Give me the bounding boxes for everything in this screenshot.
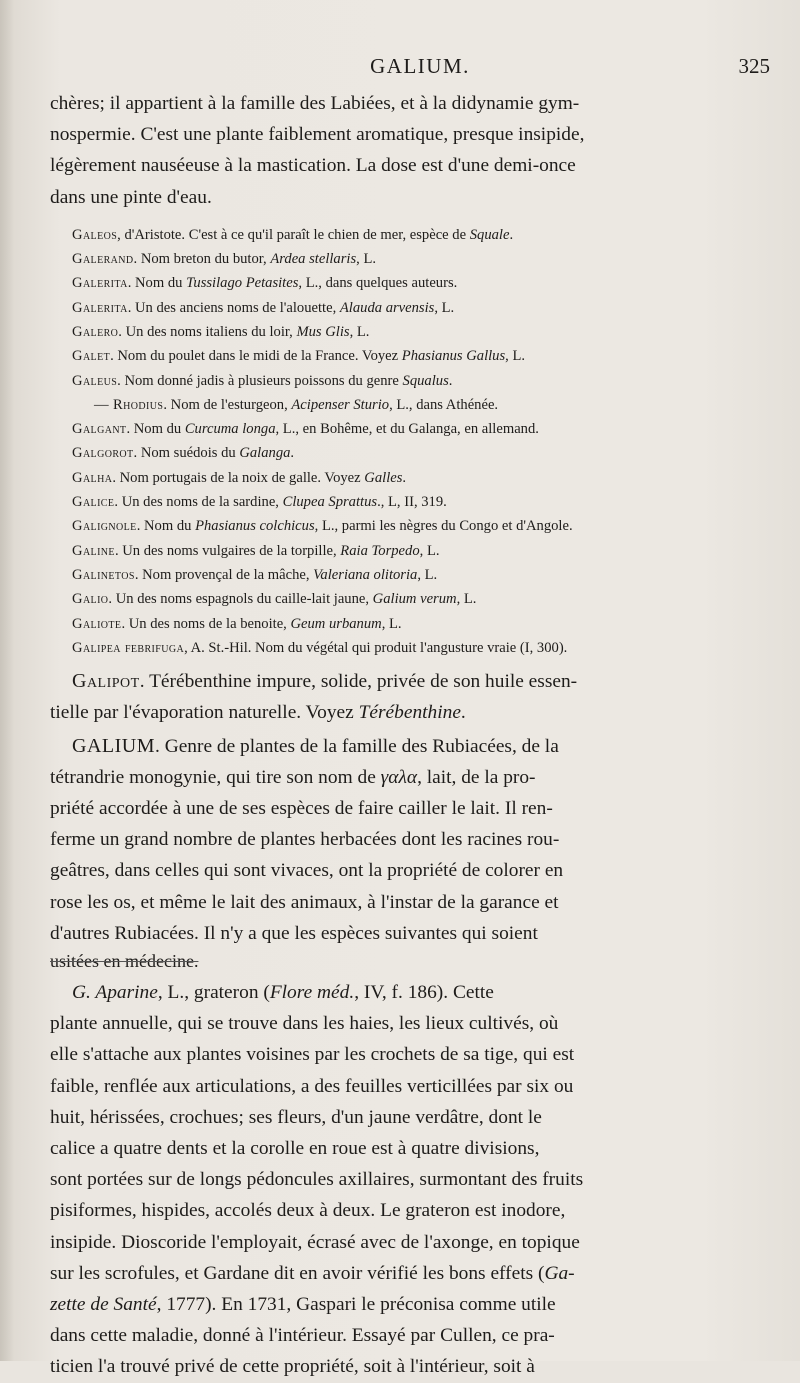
entry-italic: Galles xyxy=(364,469,403,486)
entry-head: Galio xyxy=(72,591,109,608)
entry-text: . Nom du xyxy=(136,518,196,535)
text-line xyxy=(50,1258,770,1289)
small-entries-list xyxy=(50,223,770,660)
dictionary-entry xyxy=(50,344,770,368)
entry-text: . Nom breton du butor, xyxy=(133,251,271,268)
entry-head: Galine xyxy=(72,542,115,559)
entry-text: , L. xyxy=(349,324,370,340)
entry-text: , L. xyxy=(381,615,402,632)
entry-text: . Un des noms espagnols du caille-lait jaune, xyxy=(108,591,373,608)
entry-italic: Valeriana olitoria xyxy=(313,566,418,583)
dictionary-entry xyxy=(50,223,770,247)
entry-italic: Alauda arvensis xyxy=(339,299,435,316)
entry-head: Galignole xyxy=(72,518,137,535)
dictionary-entry xyxy=(50,636,770,660)
dictionary-entry xyxy=(50,271,770,295)
entry-text: , L. xyxy=(456,591,477,608)
entry-italic: Galanga xyxy=(239,445,291,462)
entry-text: . Nom du xyxy=(127,275,187,292)
entry-text: , L. xyxy=(434,299,455,316)
entry-italic: Clupea Sprattus xyxy=(282,494,378,511)
dictionary-entry xyxy=(50,539,770,563)
dictionary-entry xyxy=(50,441,770,465)
dictionary-entry xyxy=(50,587,770,611)
entry-italic: Squale xyxy=(469,226,510,243)
entry-text: . Un des noms italiens du loir, xyxy=(118,324,297,340)
entry-aparine xyxy=(50,977,770,1383)
entry-text: . Nom du xyxy=(126,421,185,438)
entry-italic: Galium verum xyxy=(372,591,457,608)
entry-text: . xyxy=(448,372,453,389)
entry-text: . Un des anciens noms de l'alouette, xyxy=(127,299,340,316)
entry-text: , L. xyxy=(356,251,377,268)
text-line: dans une pinte d'eau. xyxy=(50,186,212,208)
text-line: rose les os, et même le lait des animaux, à l'instar de la garance et xyxy=(50,891,559,913)
entry-text: , L. xyxy=(419,542,440,559)
entry-text: , L. xyxy=(505,348,526,365)
citation: Ga- xyxy=(544,1262,575,1284)
entry-text: , IV, f. 186). Cette xyxy=(354,981,494,1003)
greek-word: γαλα xyxy=(380,766,418,788)
entry-head: Galgant xyxy=(72,421,127,438)
entry-head: Galero xyxy=(72,324,119,340)
text-line: priété accordée à une de ses espèces de faire cailler le lait. Il ren- xyxy=(50,797,553,819)
running-title: GALIUM. xyxy=(370,54,470,78)
text-line: pisiformes, hispides, accolés deux à deux. Le grateron est inodore, xyxy=(50,1200,566,1222)
entry-text: , d'Aristote. C'est à ce qu'il paraît le chien de mer, espèce de xyxy=(117,226,470,243)
dictionary-entry xyxy=(50,466,770,490)
text-line: calice a quatre dents et la corolle en roue est à quatre divisions, xyxy=(50,1138,540,1159)
entry-text: . Nom du poulet dans le midi de la France. Voyez xyxy=(110,348,402,365)
entry-head: Galiote xyxy=(72,615,122,632)
entry-text: tétrandrie monogynie, qui tire son nom de xyxy=(50,766,381,788)
text-line: légèrement nauséeuse à la mastication. La dose est d'une demi-once xyxy=(50,155,576,177)
dictionary-entry xyxy=(50,296,770,320)
dictionary-entry xyxy=(50,490,770,514)
entry-text: . Un des noms de la benoite, xyxy=(121,615,291,632)
entry-head: Galerita xyxy=(72,299,128,316)
entry-italic: Acipenser Sturio xyxy=(291,396,390,413)
entry-italic: Phasianus colchicus xyxy=(195,518,315,535)
text-line xyxy=(50,762,770,793)
text-line: insipide. Dioscoride l'employait, écrasé avec de l'axonge, en topique xyxy=(50,1231,580,1253)
text-line: dans cette maladie, donné à l'intérieur. Essayé par Cullen, ce pra- xyxy=(50,1325,555,1347)
entry-italic: Geum urbanum xyxy=(290,615,382,632)
entry-head: Galha xyxy=(72,469,113,486)
text-line xyxy=(50,697,770,728)
dictionary-entry xyxy=(50,320,770,344)
cross-reference: Térébenthine xyxy=(358,702,461,724)
entry-text: , L. xyxy=(417,566,438,583)
entry-head: Galipea febrifuga xyxy=(72,639,185,656)
entry-italic: Tussilago Petasites xyxy=(186,275,299,292)
entry-text: , L., grateron ( xyxy=(157,981,270,1003)
entry-text: . Genre de plantes de la famille des Rubiacées, de la xyxy=(155,735,559,757)
entry-text: , A. St.-Hil. Nom du végétal qui produit l'angusture vraie (I, 300). xyxy=(184,639,568,656)
entry-head: Galipot xyxy=(72,670,140,693)
text-line: chères; il appartient à la famille des Labiées, et à la didynamie gym- xyxy=(50,93,580,114)
entry-head: — Rhodius xyxy=(94,396,164,413)
entry-text: . xyxy=(402,469,407,486)
text-line: geâtres, dans celles qui sont vivaces, ont la propriété de colorer en xyxy=(50,860,564,882)
entry-italic: Phasianus Gallus xyxy=(401,348,506,365)
entry-text: , L., en Bohême, et du Galanga, en allemand. xyxy=(275,421,539,438)
entry-text: . Nom donné jadis à plusieurs poissons du genre xyxy=(117,372,403,389)
text-line: faible, renflée aux articulations, a des feuilles verticillées par six ou xyxy=(50,1075,574,1097)
species-name: G. Aparine xyxy=(72,981,158,1003)
intro-paragraph xyxy=(50,88,770,213)
dictionary-entry xyxy=(50,514,770,538)
text-line: plante annuelle, qui se trouve dans les haies, les lieux cultivés, où xyxy=(50,1013,559,1035)
page-number: 325 xyxy=(738,54,770,78)
entry-text: . Un des noms vulgaires de la torpille, xyxy=(114,542,341,559)
entry-text: . Térébenthine impure, solide, privée de son huile essen- xyxy=(139,671,578,693)
entry-text: . Nom suédois du xyxy=(133,445,240,462)
entry-galium xyxy=(50,731,770,973)
entry-text: . xyxy=(509,226,514,243)
running-head xyxy=(50,54,770,88)
entry-text: . Un des noms de la sardine, xyxy=(114,494,283,511)
citation: Flore méd. xyxy=(269,981,355,1003)
entry-head: Galerita xyxy=(72,275,128,292)
text-line xyxy=(50,977,770,1008)
entry-text: . xyxy=(460,702,466,724)
entry-text: , L., parmi les nègres du Congo et d'Angole. xyxy=(314,518,573,535)
entry-text: , L., dans Athénée. xyxy=(389,396,499,413)
entry-italic: Squalus xyxy=(402,372,449,389)
citation: zette de Santé xyxy=(50,1294,157,1316)
entry-text: , L., dans quelques auteurs. xyxy=(298,275,458,292)
entry-text: sur les scrofules, et Gardane dit en avoir vérifié les bons effets ( xyxy=(50,1262,545,1284)
text-line xyxy=(50,666,770,697)
text-line: ferme un grand nombre de plantes herbacées dont les racines rou- xyxy=(50,829,560,851)
entry-italic: Curcuma longa xyxy=(184,421,276,438)
entry-head: Galice xyxy=(72,494,115,511)
entry-head: Galeos xyxy=(72,226,118,243)
dictionary-entry xyxy=(50,612,770,636)
text-line: d'autres Rubiacées. Il n'y a que les espèces suivantes qui soient xyxy=(50,922,538,944)
text-line xyxy=(50,731,770,762)
entry-head: Galinetos xyxy=(72,566,135,583)
text-line: nospermie. C'est une plante faiblement aromatique, presque insipide, xyxy=(50,124,585,146)
text-line: ticien l'a trouvé privé de cette propriété, soit à l'intérieur, soit à xyxy=(50,1356,535,1378)
entry-text: . Nom provençal de la mâche, xyxy=(134,566,314,583)
text-line: usitées en médecine. xyxy=(50,950,199,971)
dictionary-entry xyxy=(50,417,770,441)
entry-text: . xyxy=(290,445,295,462)
entry-head: Galeus xyxy=(72,372,118,389)
entry-text: . Nom portugais de la noix de galle. Voyez xyxy=(112,469,365,486)
dictionary-entry xyxy=(50,369,770,393)
entry-head: Galet xyxy=(72,348,111,365)
dictionary-entry xyxy=(50,247,770,271)
entry-italic: Ardea stellaris xyxy=(270,251,357,268)
entry-text: tielle par l'évaporation naturelle. Voyez xyxy=(50,702,359,724)
dictionary-subentry xyxy=(50,393,770,417)
entry-head: GALIUM xyxy=(72,734,155,757)
text-line: sont portées sur de longs pédoncules axillaires, surmontant des fruits xyxy=(50,1169,584,1191)
entry-italic: Mus Glis xyxy=(296,324,350,340)
entry-text: ., L, II, 319. xyxy=(377,494,447,511)
entry-head: Galgorot xyxy=(72,445,134,462)
entry-italic: Raia Torpedo xyxy=(340,542,420,559)
entry-head: Galerand xyxy=(72,251,134,268)
text-line xyxy=(50,1289,770,1320)
dictionary-entry xyxy=(50,563,770,587)
text-line: huit, hérissées, crochues; ses fleurs, d'un jaune verdâtre, dont le xyxy=(50,1106,542,1128)
entry-galipot xyxy=(50,666,770,728)
entry-text: . Nom de l'esturgeon, xyxy=(163,396,292,413)
entry-text: , lait, de la pro- xyxy=(417,766,536,788)
text-line: elle s'attache aux plantes voisines par les crochets de sa tige, qui est xyxy=(50,1044,575,1066)
entry-text: , 1777). En 1731, Gaspari le préconisa comme utile xyxy=(156,1294,556,1316)
